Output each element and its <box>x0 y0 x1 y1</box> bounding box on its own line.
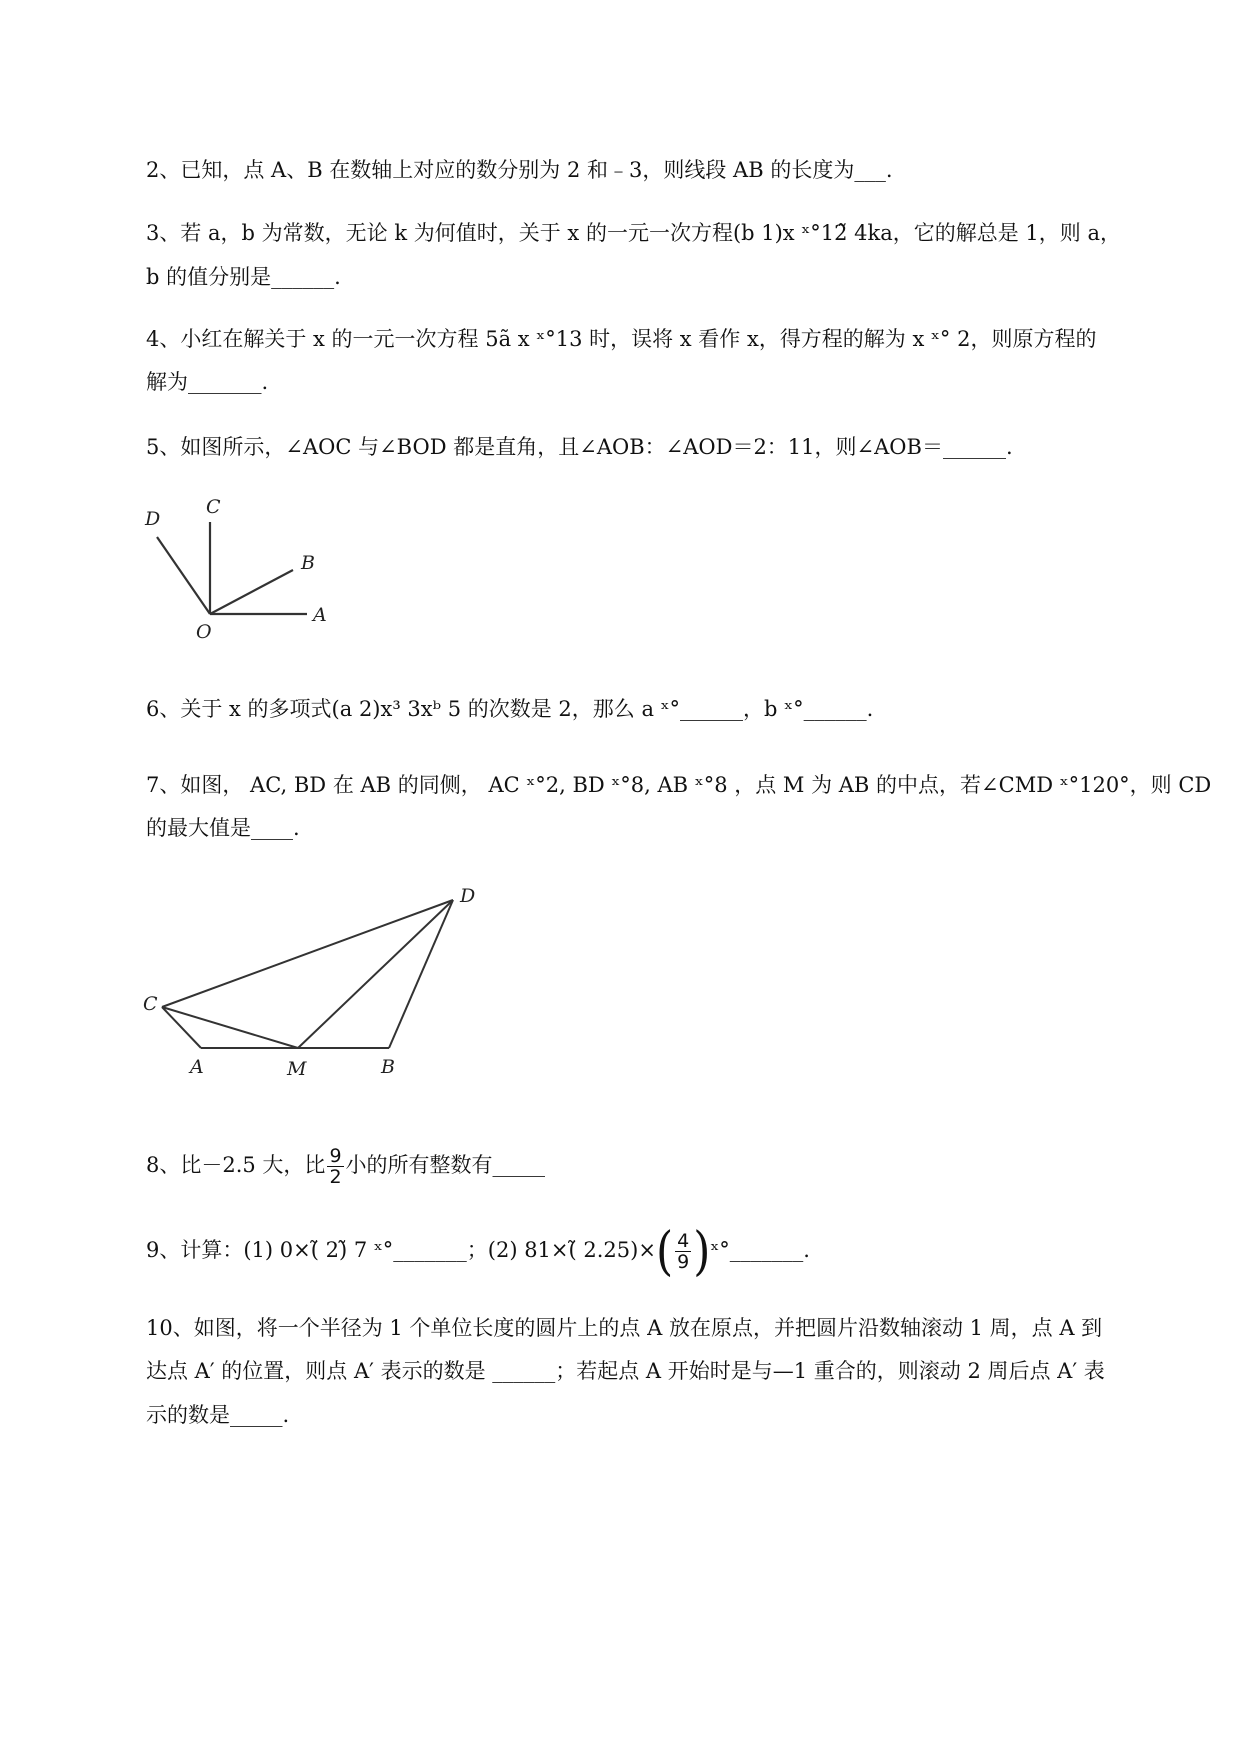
question-3-line-2: b 的值分别是______. <box>146 265 341 289</box>
segment-md <box>298 900 453 1048</box>
figure-cmd-triangle <box>135 880 480 1085</box>
question-8-after: 小的所有整数有_____ <box>345 1153 546 1177</box>
question-9 <box>146 1220 810 1282</box>
label-b: B <box>381 1056 395 1078</box>
question-7-line-1: 7、如图， AC, BD 在 AB 的同侧， AC ˣ°2, BD ˣ°8, AB ˣ°8 ，点 M 为 AB 的中点，若∠CMD ˣ°120°，则 CD <box>146 773 1212 797</box>
label-d: D <box>145 508 161 530</box>
question-4-line-1: 4、小红在解关于 x 的一元一次方程 5ã x ˣ°13 时，误将 x 看作 x，得方程的解为 x ˣ° 2，则原方程的 <box>146 327 1097 351</box>
question-3-line-1: 3、若 a，b 为常数，无论 k 为何值时，关于 x 的一元一次方程(b 1)x ˣ°12̃ 4ka，它的解总是 1，则 a， <box>146 221 1121 245</box>
paren-left: ( <box>655 1220 674 1282</box>
label-o: O <box>196 621 212 643</box>
ray-ob <box>210 570 293 614</box>
label-a: A <box>313 604 327 626</box>
question-9-part-1: 9、计算：(1) 0×(̃ 2)̃ 7 ˣ°_______；(2) 81×(̃ 2.25)× <box>146 1238 656 1262</box>
question-5: 5、如图所示，∠AOC 与∠BOD 都是直角，且∠AOB：∠AOD＝2：11，则∠AOB＝______. <box>146 435 1013 459</box>
question-4-line-2: 解为_______. <box>146 370 269 394</box>
fraction-nine-halves <box>327 1146 343 1187</box>
question-2: 2、已知，点 A、B 在数轴上对应的数分别为 2 和﹣3，则线段 AB 的长度为___. <box>146 158 893 182</box>
ray-od <box>157 537 210 614</box>
fraction-denominator: 2 <box>329 1166 342 1188</box>
label-c: C <box>143 993 158 1015</box>
fraction-four-ninths <box>675 1231 691 1272</box>
label-c: C <box>206 496 221 518</box>
segment-bd <box>389 900 453 1048</box>
fraction-numerator: 4 <box>677 1230 690 1252</box>
fraction-denominator: 9 <box>677 1251 690 1273</box>
question-6: 6、关于 x 的多项式(a 2)x³ 3xᵇ 5 的次数是 2，那么 a ˣ°______，b ˣ°______. <box>146 697 874 721</box>
fraction-numerator: 9 <box>329 1145 342 1167</box>
label-b: B <box>301 552 315 574</box>
question-10-line-2: 达点 A′ 的位置，则点 A′ 表示的数是 ______；若起点 A 开始时是与—1 重合的，则滚动 2 周后点 A′ 表 <box>146 1359 1105 1383</box>
question-10-line-1: 10、如图，将一个半径为 1 个单位长度的圆片上的点 A 放在原点，并把圆片沿数轴滚动 1 周，点 A 到 <box>146 1316 1103 1340</box>
figure-angles-aoc-bod <box>135 495 335 645</box>
segment-cd <box>162 900 453 1007</box>
question-8-before: 8、比－2.5 大，比 <box>146 1153 326 1177</box>
question-7-line-2: 的最大值是____. <box>146 816 300 840</box>
paren-right: ) <box>693 1220 711 1282</box>
label-m: M <box>287 1058 307 1080</box>
question-10-line-3: 示的数是_____. <box>146 1403 290 1427</box>
label-d: D <box>460 885 476 907</box>
question-9-part-2: ˣ°_______. <box>710 1238 810 1262</box>
question-8 <box>146 1140 545 1190</box>
label-a: A <box>190 1056 204 1078</box>
